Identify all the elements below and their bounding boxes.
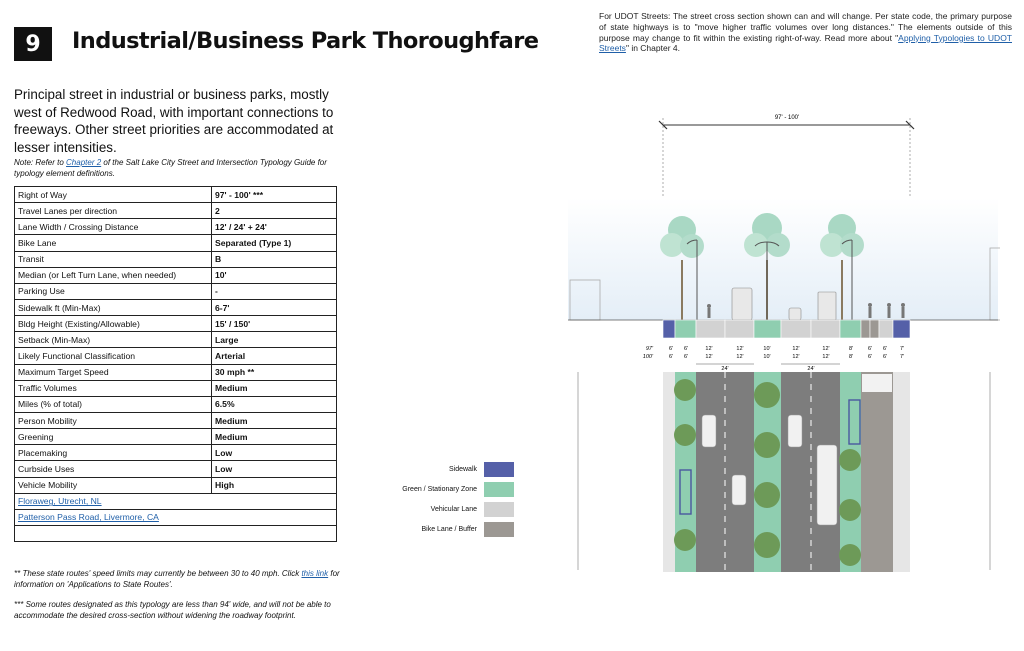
property-value: Separated (Type 1) [212, 235, 337, 251]
table-row [15, 461, 337, 477]
property-value: 15' / 150' [212, 316, 337, 332]
state-routes-link[interactable]: this link [301, 569, 329, 578]
legend-item-vehicular-lane [380, 502, 514, 517]
table-row [15, 412, 337, 428]
dim-label: 12' [822, 346, 830, 352]
legend-label: Green / Stationary Zone [402, 486, 477, 493]
note-suffix: of the Salt Lake City Street and Intersection Typology Guide for typology element definitions. [14, 158, 327, 178]
lane-segment [861, 320, 870, 338]
udot-typologies-link[interactable]: Applying Typologies to UDOT Streets [599, 32, 1012, 54]
typology-properties-table [14, 186, 337, 542]
lane-segment [675, 320, 696, 338]
fn1-prefix: ** These state routes' speed limits may currently be between 30 to 40 mph. Click [14, 569, 302, 578]
property-value: B [212, 251, 337, 267]
property-value: 97' - 100' *** [212, 187, 337, 203]
empty-cell [15, 525, 337, 541]
legend-swatch [484, 522, 514, 537]
property-label: Lane Width / Crossing Distance [15, 219, 212, 235]
dim-label: 6' [867, 354, 873, 360]
table-row [15, 316, 337, 332]
legend-item-green-zone [380, 482, 514, 497]
property-label: Maximum Target Speed [15, 364, 212, 380]
legend-item-bike-lane [380, 522, 514, 537]
speed-footnote [14, 569, 344, 590]
property-value: Low [212, 461, 337, 477]
table-row [15, 283, 337, 299]
dim-label: 12' [736, 354, 744, 360]
table-row [15, 267, 337, 283]
table-row [15, 203, 337, 219]
table-row [15, 299, 337, 315]
dim-label: 6' [683, 346, 689, 352]
example-link[interactable]: Floraweg, Utrecht, NL [15, 493, 337, 509]
lane-segment [811, 320, 840, 338]
dim-label: 8' [848, 346, 854, 352]
property-value: Medium [212, 429, 337, 445]
chapter-2-link[interactable]: Chapter 2 [66, 158, 102, 167]
crossing-distance-row [696, 364, 840, 372]
table-row [15, 396, 337, 412]
table-row [15, 235, 337, 251]
dimension-row-100 [643, 354, 904, 360]
legend-label: Bike Lane / Buffer [421, 526, 477, 533]
property-value: Arterial [212, 348, 337, 364]
dim-label: 12' [822, 354, 830, 360]
property-label: Setback (Min-Max) [15, 332, 212, 348]
udot-text: For UDOT Streets: The street cross section shown can and will change. Per state code, the primary purpose of state highways is to "move higher traffic volumes over long distances." The elements outside of this purpose may change to fit within the existing right-of-way. Read more about " [599, 11, 1012, 43]
lane-segment [696, 320, 725, 338]
property-value: - [212, 283, 337, 299]
definitions-note [14, 158, 344, 179]
table-row [15, 251, 337, 267]
property-label: Likely Functional Classification [15, 348, 212, 364]
dim-label: 12' [792, 346, 800, 352]
street-cross-section-diagram [560, 100, 1000, 580]
lane-segment [663, 320, 675, 338]
property-value: High [212, 477, 337, 493]
crossing-label: 24' [807, 366, 815, 372]
lane-segment [781, 320, 811, 338]
lane-segment [754, 320, 781, 338]
property-label: Bike Lane [15, 235, 212, 251]
lane-segment [725, 320, 754, 338]
property-value: Medium [212, 412, 337, 428]
property-value: 6-7' [212, 299, 337, 315]
dim-label: 10' [763, 346, 771, 352]
dim-label: 6' [882, 354, 888, 360]
property-label: Right of Way [15, 187, 212, 203]
udot-suffix: " in Chapter 4. [625, 43, 680, 54]
property-label: Median (or Left Turn Lane, when needed) [15, 267, 212, 283]
lane-segment [893, 320, 910, 338]
example-row [15, 493, 337, 509]
table-row [15, 477, 337, 493]
property-value: Medium [212, 380, 337, 396]
legend-swatch [484, 502, 514, 517]
property-label: Miles (% of total) [15, 396, 212, 412]
dim-label: 12' [705, 346, 713, 352]
property-label: Curbside Uses [15, 461, 212, 477]
dim-label: 6' [668, 354, 674, 360]
row-width-label: 97' - 100' [774, 115, 800, 121]
property-value: Large [212, 332, 337, 348]
dim-label: 8' [848, 354, 854, 360]
table-row [15, 429, 337, 445]
crossing-label: 24' [721, 366, 729, 372]
lane-segment [870, 320, 879, 338]
example-link[interactable]: Patterson Pass Road, Livermore, CA [15, 509, 337, 525]
lane-segment [879, 320, 893, 338]
property-value: 30 mph ** [212, 364, 337, 380]
table-row [15, 332, 337, 348]
udot-streets-note [599, 11, 1012, 54]
property-label: Person Mobility [15, 412, 212, 428]
property-label: Transit [15, 251, 212, 267]
property-value: Low [212, 445, 337, 461]
property-value: 12' / 24' + 24' [212, 219, 337, 235]
dim-label: 12' [705, 354, 713, 360]
page-title: Industrial/Business Park Thoroughfare [72, 28, 539, 54]
table-row [15, 445, 337, 461]
table-row [15, 364, 337, 380]
dim-label: 6' [867, 346, 873, 352]
dimension-row-97 [646, 346, 904, 352]
property-label: Traffic Volumes [15, 380, 212, 396]
property-label: Greening [15, 429, 212, 445]
legend-label: Vehicular Lane [430, 506, 477, 513]
row2-prefix: 100' [642, 354, 653, 360]
property-label: Bldg Height (Existing/Allowable) [15, 316, 212, 332]
lane-segment [840, 320, 861, 338]
width-footnote: *** Some routes designated as this typology are less than 94' wide, and will not be able to accommodate the desired cross-section without widening the roadway footprint. [14, 600, 331, 620]
typology-description: Principal street in industrial or business parks, mostly west of Redwood Road, with important connections to freeways. Other street priorities are accommodated at lesser intensities. [14, 87, 334, 155]
typology-number: 9 [14, 27, 52, 61]
property-value: 6.5% [212, 396, 337, 412]
example-row [15, 525, 337, 541]
dim-label: 6' [683, 354, 689, 360]
table-row [15, 187, 337, 203]
example-row [15, 509, 337, 525]
property-value: 10' [212, 267, 337, 283]
table-row [15, 348, 337, 364]
dim-label: 6' [882, 346, 888, 352]
row1-prefix: 97' [645, 346, 653, 352]
property-value: 2 [212, 203, 337, 219]
fn1-suffix: for information on 'Applications to State Routes'. [14, 569, 340, 589]
dim-label: 7' [899, 354, 905, 360]
table-row [15, 380, 337, 396]
dim-label: 12' [736, 346, 744, 352]
dim-label: 6' [668, 346, 674, 352]
legend-label: Sidewalk [448, 466, 477, 473]
dim-label: 7' [899, 346, 905, 352]
property-label: Sidewalk ft (Min-Max) [15, 299, 212, 315]
property-label: Parking Use [15, 283, 212, 299]
property-label: Travel Lanes per direction [15, 203, 212, 219]
table-row [15, 219, 337, 235]
dim-label: 12' [792, 354, 800, 360]
plan-view [578, 372, 990, 572]
note-prefix: Note: Refer to [14, 158, 67, 167]
lane-color-strip [663, 320, 910, 338]
property-label: Placemaking [15, 445, 212, 461]
legend-swatch [484, 462, 514, 477]
property-label: Vehicle Mobility [15, 477, 212, 493]
sky-backdrop [568, 198, 998, 320]
legend-swatch [484, 482, 514, 497]
legend-item-sidewalk [380, 462, 514, 477]
dim-label: 10' [763, 354, 771, 360]
